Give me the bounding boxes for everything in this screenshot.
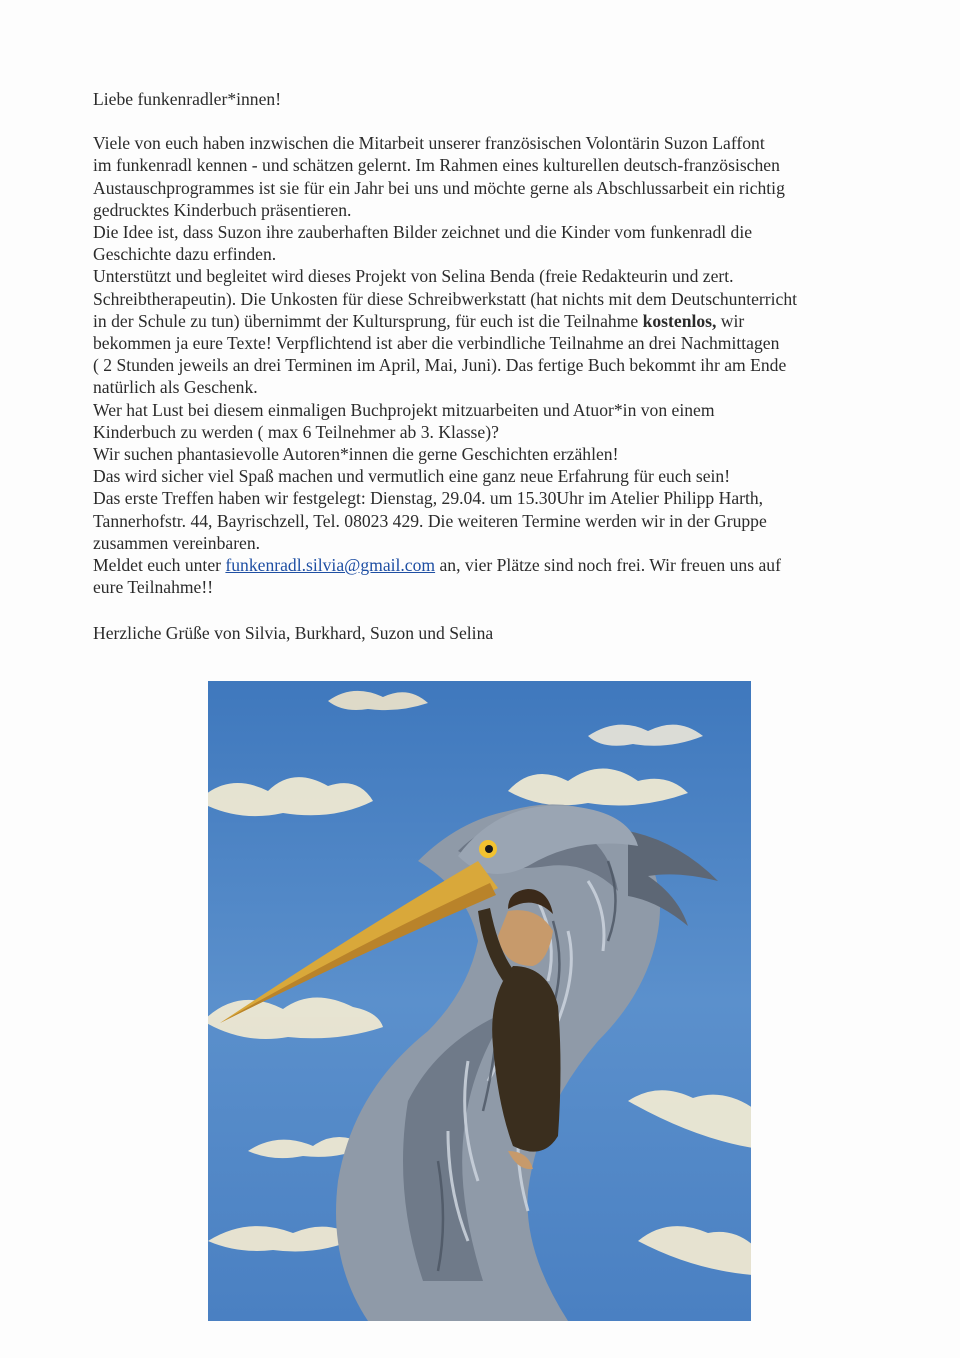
- contact-line-2: eure Teilnahme!!: [93, 577, 214, 598]
- text-line: zusammen vereinbaren.: [93, 532, 261, 553]
- contact-text-before: Meldet euch unter: [93, 555, 226, 576]
- text-line: Wir suchen phantasievolle Autoren*innen die gerne Geschichten erzählen!: [93, 444, 619, 465]
- contact-text-after: an, vier Plätze sind noch frei. Wir freuen uns auf: [435, 555, 781, 576]
- text-line: Tannerhofstr. 44, Bayrischzell, Tel. 08023 429. Die weiteren Termine werden wir in der Gruppe: [93, 510, 767, 531]
- letter-body: [93, 88, 873, 645]
- text-line: Viele von euch haben inzwischen die Mitarbeit unserer französischen Volontärin Suzon Laffont: [93, 133, 765, 154]
- fee-text-after: wir: [716, 310, 745, 331]
- fee-text-before: in der Schule zu tun) übernimmt der Kultursprung, für euch ist die Teilnahme: [93, 310, 643, 331]
- text-line: Unterstützt und begleitet wird dieses Projekt von Selina Benda (freie Redakteurin und zert.: [93, 266, 734, 287]
- text-line: Das wird sicher viel Spaß machen und vermutlich eine ganz neue Erfahrung für euch sein!: [93, 466, 731, 487]
- text-line: Schreibtherapeutin). Die Unkosten für diese Schreibwerkstatt (hat nichts mit dem Deutschunterricht: [93, 288, 798, 309]
- text-line-fee: [93, 310, 873, 332]
- text-line: Geschichte dazu erfinden.: [93, 244, 277, 265]
- closing: Herzliche Grüße von Silvia, Burkhard, Suzon und Selina: [93, 623, 494, 644]
- heron-illustration: [208, 681, 751, 1321]
- text-line: natürlich als Geschenk.: [93, 377, 258, 398]
- text-line: Die Idee ist, dass Suzon ihre zauberhaften Bilder zeichnet und die Kinder vom funkenradl die: [93, 222, 753, 243]
- text-line: im funkenradl kennen - und schätzen gelernt. Im Rahmen eines kulturellen deutsch-französischen: [93, 155, 780, 176]
- text-line: gedrucktes Kinderbuch präsentieren.: [93, 199, 352, 220]
- text-line: Austauschprogrammes ist sie für ein Jahr bei uns und möchte gerne als Abschlussarbeit ein richtig: [93, 177, 785, 198]
- text-line: Das erste Treffen haben wir festgelegt: Dienstag, 29.04. um 15.30Uhr im Atelier Philipp Harth,: [93, 488, 764, 509]
- greeting: Liebe funkenradler*innen!: [93, 89, 282, 109]
- text-line: bekommen ja eure Texte! Verpflichtend ist aber die verbindliche Teilnahme an drei Nachmittagen: [93, 333, 780, 354]
- fee-free-emphasis: kostenlos,: [642, 310, 717, 331]
- text-line: ( 2 Stunden jeweils an drei Terminen im April, Mai, Juni). Das fertige Buch bekommt ihr am Ende: [93, 355, 787, 376]
- heron-painting: [208, 681, 751, 1321]
- text-line: Kinderbuch zu werden ( max 6 Teilnehmer ab 3. Klasse)?: [93, 421, 499, 442]
- contact-line: [93, 554, 873, 576]
- text-line: Wer hat Lust bei diesem einmaligen Buchprojekt mitzuarbeiten und Atuor*in von einem: [93, 399, 715, 420]
- email-link[interactable]: funkenradl.silvia@gmail.com: [225, 555, 436, 576]
